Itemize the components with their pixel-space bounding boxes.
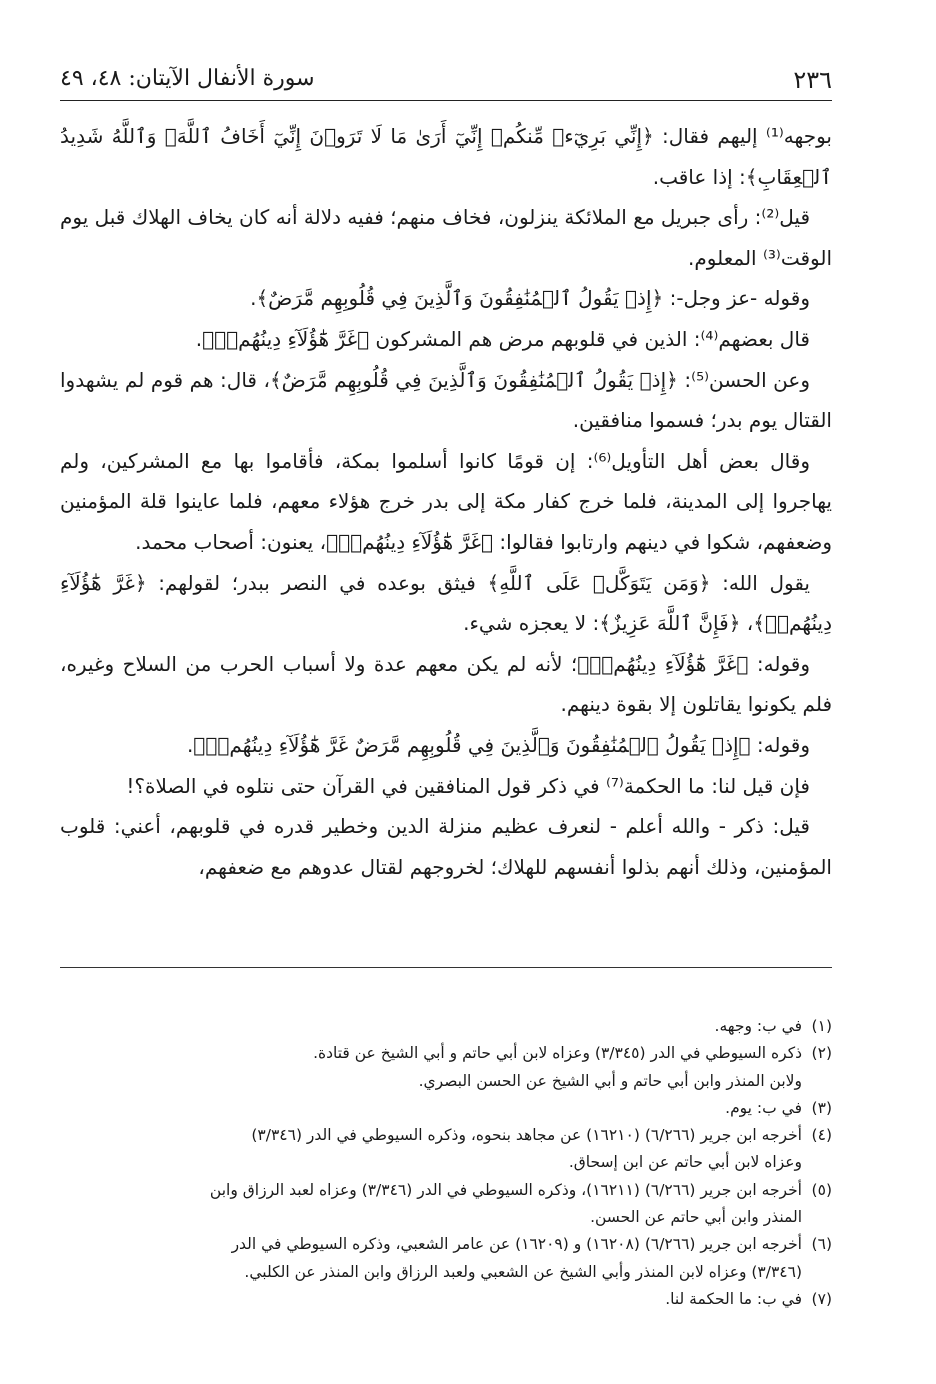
paragraph: وقوله -عز وجل-: ﴿إِذۡ يَقُولُ ٱلۡمُنَٰفِقُونَ وَٱلَّذِينَ فِي قُلُوبِهِم مَّرَضٌ﴾. xyxy=(250,286,810,311)
paragraph: وعن الحسن⁽⁵⁾: ﴿إِذۡ يَقُولُ ٱلۡمُنَٰفِقُونَ وَٱلَّذِينَ فِي قُلُوبِهِم مَّرَضٌ﴾، قال: هم قوم لم يشهدوا القتال يوم بدر؛ فسموا منافقين. xyxy=(60,367,832,433)
footnote-line: أخرجه ابن جرير (٦/٢٦٦) (١٦٢٠٨) و (١٦٢٠٩) عن عامر الشعبي، وذكره السيوطي في الدر xyxy=(231,1235,802,1254)
footnote-line: المنذر وابن أبي حاتم عن الحسن. xyxy=(590,1208,802,1227)
footnote xyxy=(60,1286,832,1313)
footnote-line: وعزاه لابن أبي حاتم عن ابن إسحاق. xyxy=(568,1153,802,1172)
footnote-text xyxy=(60,1122,802,1177)
paragraph: وقوله: ﴿إِذۡ يَقُولُ ٱلۡمُنَٰفِقُونَ وَٱلَّذِينَ فِي قُلُوبِهِم مَّرَضٌ غَرَّ هَٰٓؤُلَآءِ دِينُهُمۡۗ﴾. xyxy=(186,732,810,757)
footnote-line: في ب: ما الحكمة لنا. xyxy=(665,1289,802,1308)
footnote-number: (١) xyxy=(811,1017,832,1035)
footnote xyxy=(60,1095,832,1122)
footnote-line: ذكره السيوطي في الدر (٣/٣٤٥) وعزاه لابن أبي حاتم و أبي الشيخ عن قتادة. xyxy=(313,1044,802,1063)
footnote-number: (٢) xyxy=(811,1044,832,1063)
paragraph: قيل⁽²⁾: رأى جبريل مع الملائكة ينزلون، فخاف منهم؛ ففيه دلالة أنه كان يخاف الهلاك قبل يوم الوقت⁽³⁾ المعلوم. xyxy=(59,205,832,270)
paragraph: قال بعضهم⁽⁴⁾: الذين في قلوبهم مرض هم المشركون ﴿غَرَّ هَٰٓؤُلَآءِ دِينُهُمۡۗ﴾. xyxy=(195,326,810,351)
paragraph: يقول الله: ﴿وَمَن يَتَوَكَّلۡ عَلَى ٱللَّهِ﴾ فيثق بوعده في النصر ببدر؛ لقولهم: ﴿غَرَّ هَٰٓؤُلَآءِ دِينُهُمۡۗ﴾، ﴿فَإِنَّ ٱللَّهَ عَزِيزٌ﴾: لا يعجزه شيء. xyxy=(60,570,832,636)
footnote-text xyxy=(60,1040,802,1095)
main-text xyxy=(60,116,832,887)
header-rule xyxy=(60,100,832,101)
paragraph: وقال بعض أهل التأويل⁽⁶⁾: إن قومًا كانوا أسلموا بمكة، فأقاموا بها مع المشركين، ولم يهاجروا إلى المدينة، فلما خرج كفار مكة إلى بدر خرج هؤلاء معهم، فلما عاينوا قلة المؤمنين وضعفهم، شكوا في دينهم وارتابوا فقالوا: ﴿غَرَّ هَٰٓؤُلَآءِ دِينُهُمۡۗ﴾، يعنون: أصحاب محمد. xyxy=(60,448,832,554)
footnote-line: في ب: وجهه. xyxy=(714,1017,802,1035)
footnote-number: (٣) xyxy=(811,1098,832,1117)
footnote-number: (٧) xyxy=(811,1289,832,1308)
footnote-separator xyxy=(60,967,832,968)
footnote xyxy=(60,1013,832,1040)
footnote-number: (٦) xyxy=(811,1235,832,1254)
paragraph: بوجهه⁽¹⁾ إليهم فقال: ﴿إِنِّي بَرِيٓءٞ مِّنكُمۡ إِنِّيٓ أَرَىٰ مَا لَا تَرَوۡنَ إِنِّيٓ أَخَافُ ٱللَّهَۚ وَٱللَّهُ شَدِيدُ ٱلۡعِقَابِ﴾: إذا عاقب. xyxy=(60,124,832,189)
footnote xyxy=(60,1231,832,1286)
footnote-number: (٥) xyxy=(811,1180,832,1199)
footnote xyxy=(60,1040,832,1095)
footnote-text xyxy=(60,1177,802,1232)
paragraph: قيل: ذكر - والله أعلم - لنعرف عظيم منزلة الدين وخطير قدره في قلوبهم، أعني: قلوب المؤمنين، وذلك أنهم بذلوا أنفسهم للهلاك؛ لخروجهم لقتال عدوهم مع ضعفهم، xyxy=(60,814,832,879)
page-header xyxy=(60,62,832,102)
footnote-line: في ب: يوم. xyxy=(725,1098,802,1117)
footnote xyxy=(60,1177,832,1232)
page-number: ٢٣٦ xyxy=(793,66,832,94)
footnote-text xyxy=(60,1095,802,1122)
footnote xyxy=(60,1122,832,1177)
footnote-line: أخرجه ابن جرير (٦/٢٦٦) (١٦٢١٠) عن مجاهد بنحوه، وذكره السيوطي في الدر (٣/٣٤٦) xyxy=(251,1126,802,1145)
footnote-text xyxy=(60,1231,802,1286)
footnote-line: (٣/٣٤٦) وعزاه لابن المنذر وأبي الشيخ عن الشعبي ولعبد الرزاق وابن المنذر عن الكلبي. xyxy=(244,1262,802,1281)
footnote-number: (٤) xyxy=(811,1126,832,1145)
footnote-line: أخرجه ابن جرير (٦/٢٦٦) (١٦٢١١)، وذكره السيوطي في الدر (٣/٣٤٦) وعزاه لعبد الرزاق وابن xyxy=(209,1180,802,1199)
running-title: سورة الأنفال الآيتان: ٤٨، ٤٩ xyxy=(60,66,315,91)
footnotes xyxy=(60,1013,832,1313)
footnote-line: ولابن المنذر وابن أبي حاتم و أبي الشيخ عن الحسن البصري. xyxy=(418,1071,802,1090)
paragraph: فإن قيل لنا: ما الحكمة⁽⁷⁾ في ذكر قول المنافقين في القرآن حتى نتلوه في الصلاة؟! xyxy=(126,773,810,798)
footnote-text xyxy=(60,1013,802,1040)
paragraph: وقوله: ﴿غَرَّ هَٰٓؤُلَآءِ دِينُهُمۡۗ﴾؛ لأنه لم يكن معهم عدة ولا أسباب الحرب من السلاح وغيره، فلم يكونوا يقاتلون إلا بقوة دينهم. xyxy=(60,651,832,717)
footnote-text xyxy=(60,1286,802,1313)
